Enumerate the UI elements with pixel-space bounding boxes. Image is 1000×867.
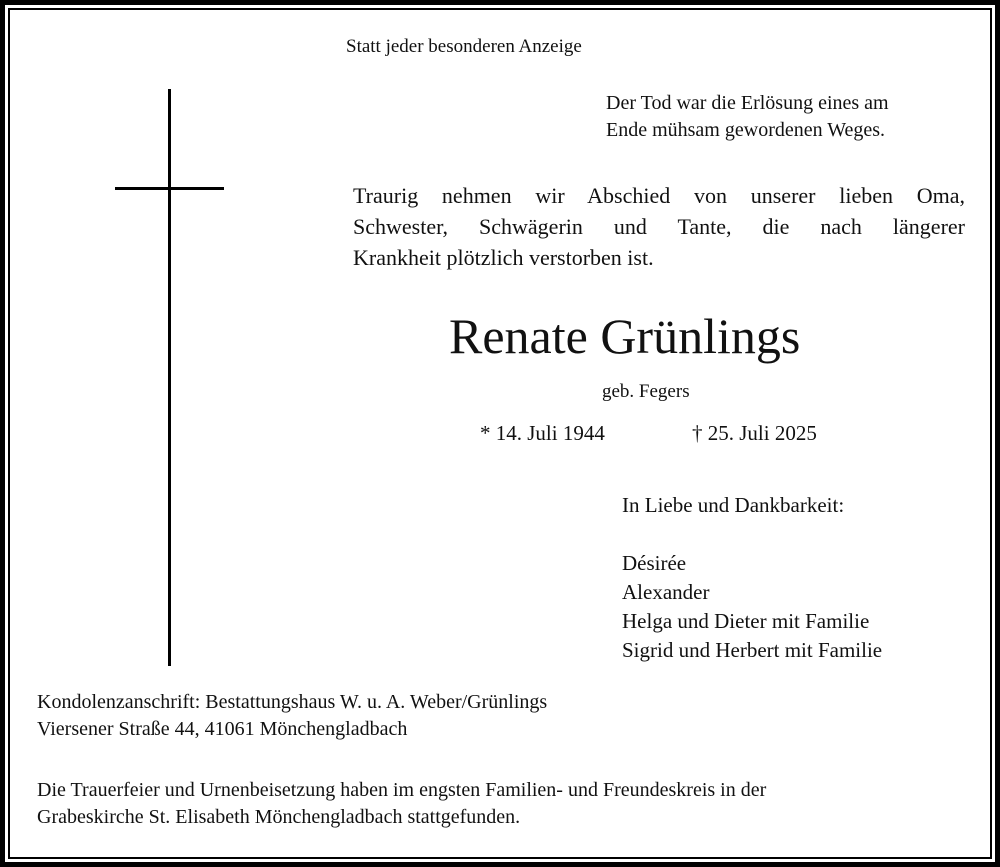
intro-line: Traurig nehmen wir Abschied von unserer lieben Oma, bbox=[353, 183, 965, 208]
motto-quote bbox=[606, 90, 889, 144]
deceased-name: Renate Grünlings bbox=[449, 308, 801, 364]
ceremony-note bbox=[37, 777, 766, 831]
mourners-list bbox=[622, 549, 882, 665]
motto-line: Ende mühsam gewordenen Weges. bbox=[606, 119, 886, 141]
condolence-line: Kondolenzanschrift: Bestattungshaus W. u. A. Weber/Grünlings bbox=[37, 691, 548, 713]
motto-line: Der Tod war die Erlösung eines am bbox=[606, 92, 889, 114]
ceremony-line: Die Trauerfeier und Urnenbeisetzung haben im engsten Familien- und Freundeskreis in der bbox=[37, 779, 767, 801]
intro-line: Schwester, Schwägerin und Tante, die nach längerer bbox=[353, 214, 965, 239]
intro-paragraph bbox=[353, 180, 965, 273]
birth-date: * 14. Juli 1944 bbox=[480, 421, 605, 445]
thanks-line: In Liebe und Dankbarkeit: bbox=[622, 493, 845, 517]
maiden-name: geb. Fegers bbox=[602, 381, 690, 402]
cross-horizontal-bar bbox=[115, 187, 224, 190]
ceremony-line: Grabeskirche St. Elisabeth Mönchengladbach stattgefunden. bbox=[37, 806, 521, 828]
condolence-address bbox=[37, 689, 547, 743]
death-date: † 25. Juli 2025 bbox=[692, 421, 817, 445]
mourner: Alexander bbox=[622, 580, 710, 604]
mourner: Désirée bbox=[622, 551, 687, 575]
mourner: Sigrid und Herbert mit Familie bbox=[622, 638, 883, 662]
condolence-line: Viersener Straße 44, 41061 Mönchengladbach bbox=[37, 718, 408, 740]
intro-line: Krankheit plötzlich verstorben ist. bbox=[353, 245, 654, 270]
notice-header: Statt jeder besonderen Anzeige bbox=[346, 36, 582, 57]
mourner: Helga und Dieter mit Familie bbox=[622, 609, 870, 633]
cross-vertical-bar bbox=[168, 89, 171, 666]
